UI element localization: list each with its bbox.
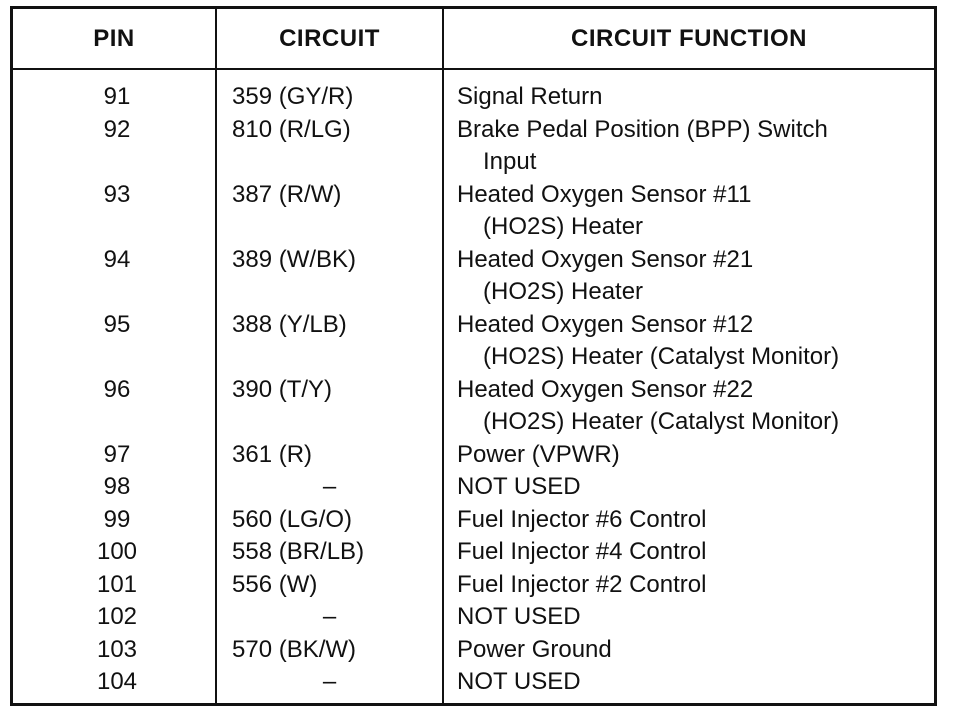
circuit-cell: – — [322, 473, 337, 500]
pin-cell: 98 — [103, 473, 131, 500]
pin-cell: 99 — [103, 505, 131, 533]
function-text: Power (VPWR) — [457, 440, 620, 468]
circuit-cell: 558 (BR/LB) — [232, 538, 365, 565]
pin-cell: 94 — [103, 245, 131, 273]
function-text: NOT USED — [457, 473, 581, 500]
function-text: Heated Oxygen Sensor #22 — [457, 375, 754, 403]
function-text-continued: (HO2S) Heater — [483, 213, 644, 240]
function-cell — [457, 471, 927, 504]
function-cell — [457, 309, 927, 374]
pin-cell: 103 — [96, 635, 138, 663]
header-divider — [13, 68, 934, 70]
function-cell — [457, 114, 927, 179]
circuit-cell: 389 (W/BK) — [232, 245, 357, 273]
circuit-cell: 810 (R/LG) — [232, 115, 351, 143]
pin-cell: 97 — [103, 440, 131, 468]
function-cell — [457, 439, 927, 472]
function-text: NOT USED — [457, 668, 581, 695]
function-text: Heated Oxygen Sensor #11 — [457, 180, 752, 208]
table-row — [13, 179, 934, 244]
table-body — [13, 81, 934, 699]
pin-cell: 93 — [103, 180, 131, 208]
function-text-continued: Input — [483, 148, 537, 175]
function-cell — [457, 179, 927, 244]
function-cell — [457, 536, 927, 569]
function-text: Heated Oxygen Sensor #12 — [457, 310, 754, 338]
function-text: Fuel Injector #6 Control — [457, 505, 707, 533]
table-header — [13, 9, 934, 68]
pin-cell: 96 — [103, 375, 131, 403]
table-row — [13, 114, 934, 179]
circuit-cell: 570 (BK/W) — [232, 635, 357, 663]
table-row — [13, 439, 934, 472]
table-row — [13, 504, 934, 537]
function-text-continued: (HO2S) Heater (Catalyst Monitor) — [483, 343, 840, 370]
header-circuit-function: CIRCUIT FUNCTION — [571, 25, 807, 52]
function-cell — [457, 601, 927, 634]
function-text: NOT USED — [457, 603, 581, 630]
circuit-cell: 359 (GY/R) — [232, 83, 354, 110]
function-cell — [457, 374, 927, 439]
table-row — [13, 471, 934, 504]
pin-cell: 104 — [96, 668, 138, 695]
table-row — [13, 569, 934, 602]
function-cell — [457, 666, 927, 699]
function-cell — [457, 81, 927, 114]
table-row — [13, 634, 934, 667]
circuit-cell: 560 (LG/O) — [232, 505, 353, 533]
function-cell — [457, 569, 927, 602]
function-cell — [457, 634, 927, 667]
function-text: Power Ground — [457, 635, 612, 663]
pin-cell: 95 — [103, 310, 131, 338]
table-row — [13, 601, 934, 634]
table-row — [13, 536, 934, 569]
function-cell — [457, 504, 927, 537]
header-pin: PIN — [93, 25, 135, 52]
circuit-cell: – — [322, 668, 337, 695]
pin-cell: 100 — [96, 538, 138, 565]
table-row — [13, 666, 934, 699]
circuit-cell: 361 (R) — [232, 440, 313, 468]
circuit-cell: 556 (W) — [232, 570, 318, 598]
function-text-continued: (HO2S) Heater — [483, 278, 644, 305]
function-cell — [457, 244, 927, 309]
circuit-cell: 390 (T/Y) — [232, 375, 333, 403]
function-text: Fuel Injector #2 Control — [457, 570, 707, 598]
function-text: Brake Pedal Position (BPP) Switch — [457, 115, 828, 143]
pin-cell: 92 — [103, 115, 131, 143]
table-row — [13, 374, 934, 439]
table-row — [13, 244, 934, 309]
function-text: Fuel Injector #4 Control — [457, 538, 707, 565]
function-text-continued: (HO2S) Heater (Catalyst Monitor) — [483, 408, 840, 435]
pin-cell: 101 — [96, 570, 138, 598]
circuit-cell: 388 (Y/LB) — [232, 310, 347, 338]
circuit-cell: – — [322, 603, 337, 630]
table-row — [13, 309, 934, 374]
pin-cell: 102 — [96, 603, 138, 630]
pin-cell: 91 — [103, 83, 131, 110]
table-row — [13, 81, 934, 114]
header-circuit: CIRCUIT — [279, 25, 380, 52]
pin-table — [10, 6, 937, 706]
function-text: Heated Oxygen Sensor #21 — [457, 245, 754, 273]
circuit-cell: 387 (R/W) — [232, 180, 342, 208]
function-text: Signal Return — [457, 83, 603, 110]
